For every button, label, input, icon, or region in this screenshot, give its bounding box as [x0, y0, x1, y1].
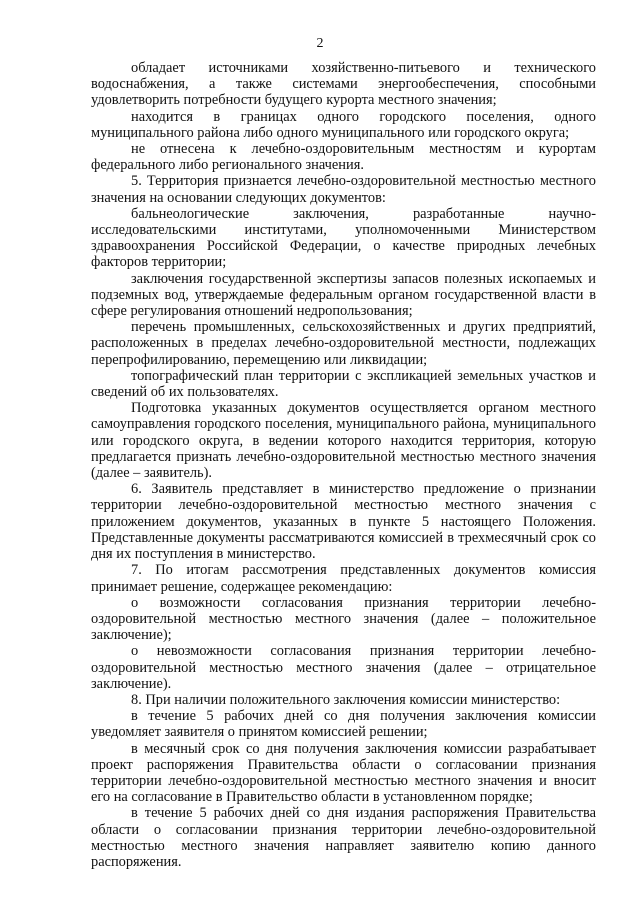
paragraph: 7. По итогам рассмотрения представленных документов комиссия принимает решение, содержащее рекомендацию:	[91, 562, 596, 595]
paragraph: Подготовка указанных документов осуществляется органом местного самоуправления городского поселения, муниципального района, муниципального или городского округа, в ведении которого находится территория, которую предлагается признать лечебно-оздоровительной местностью местного значения (далее – заявитель).	[91, 400, 596, 482]
paragraph: не отнесена к лечебно-оздоровительным местностям и курортам федерального либо регионального значения.	[91, 141, 596, 174]
paragraph: топографический план территории с экспликацией земельных участков и сведений об их пользователях.	[91, 367, 596, 401]
paragraph: в течение 5 рабочих дней со дня издания распоряжения Правительства области о согласовании признания территории лечебно-оздоровительной местностью местного значения направляет заявителю копию данного распоряжения.	[91, 805, 596, 870]
page-number: 2	[316, 36, 324, 51]
paragraph: находится в границах одного городского поселения, одного муниципального района либо одного муниципального или городского округа;	[91, 108, 596, 141]
paragraph: о возможности согласования признания территории лечебно-оздоровительной местностью местного значения (далее – положительное заключение);	[91, 594, 596, 644]
paragraph: в месячный срок со дня получения заключения комиссии разрабатывает проект распоряжения Правительства области о согласовании признания территории лечебно-оздоровительной местностью местного значения и вносит его на согласование в Правительство области в установленном порядке;	[91, 740, 596, 806]
paragraph: в течение 5 рабочих дней со дня получения заключения комиссии уведомляет заявителя о принятом комиссией решении;	[91, 708, 596, 741]
paragraph: о невозможности согласования признания территории лечебно-оздоровительной местностью местного значения (далее – отрицательное заключение).	[91, 643, 596, 692]
paragraph: 5. Территория признается лечебно-оздоровительной местностью местного значения на основании следующих документов:	[91, 173, 596, 206]
paragraph: перечень промышленных, сельскохозяйственных и других предприятий, расположенных в пределах лечебно-оздоровительной местности, подлежащих перепрофилированию, перемещению или ликвидации;	[91, 319, 596, 368]
document-body	[91, 60, 596, 870]
paragraph: 6. Заявитель представляет в министерство предложение о признании территории лечебно-оздоровительной местностью местного значения с приложением документов, указанных в пункте 5 настоящего Положения. Представленные документы рассматриваются комиссией в трехмесячный срок со дня их поступления в министерство.	[91, 481, 596, 563]
paragraph: заключения государственной экспертизы запасов полезных ископаемых и подземных вод, утверждаемые федеральным органом государственной власти в сфере регулирования отношений недропользования;	[91, 270, 596, 320]
paragraph: 8. При наличии положительного заключения комиссии министерство:	[131, 691, 561, 708]
paragraph: обладает источниками хозяйственно-питьевого и технического водоснабжения, а также системами энергообеспечения, способными удовлетворить потребности будущего курорта местного значения;	[91, 60, 596, 109]
paragraph: бальнеологические заключения, разработанные научно-исследовательскими институтами, уполномоченными Министерством здравоохранения Российской Федерации, о качестве природных лечебных факторов территории;	[91, 205, 596, 271]
